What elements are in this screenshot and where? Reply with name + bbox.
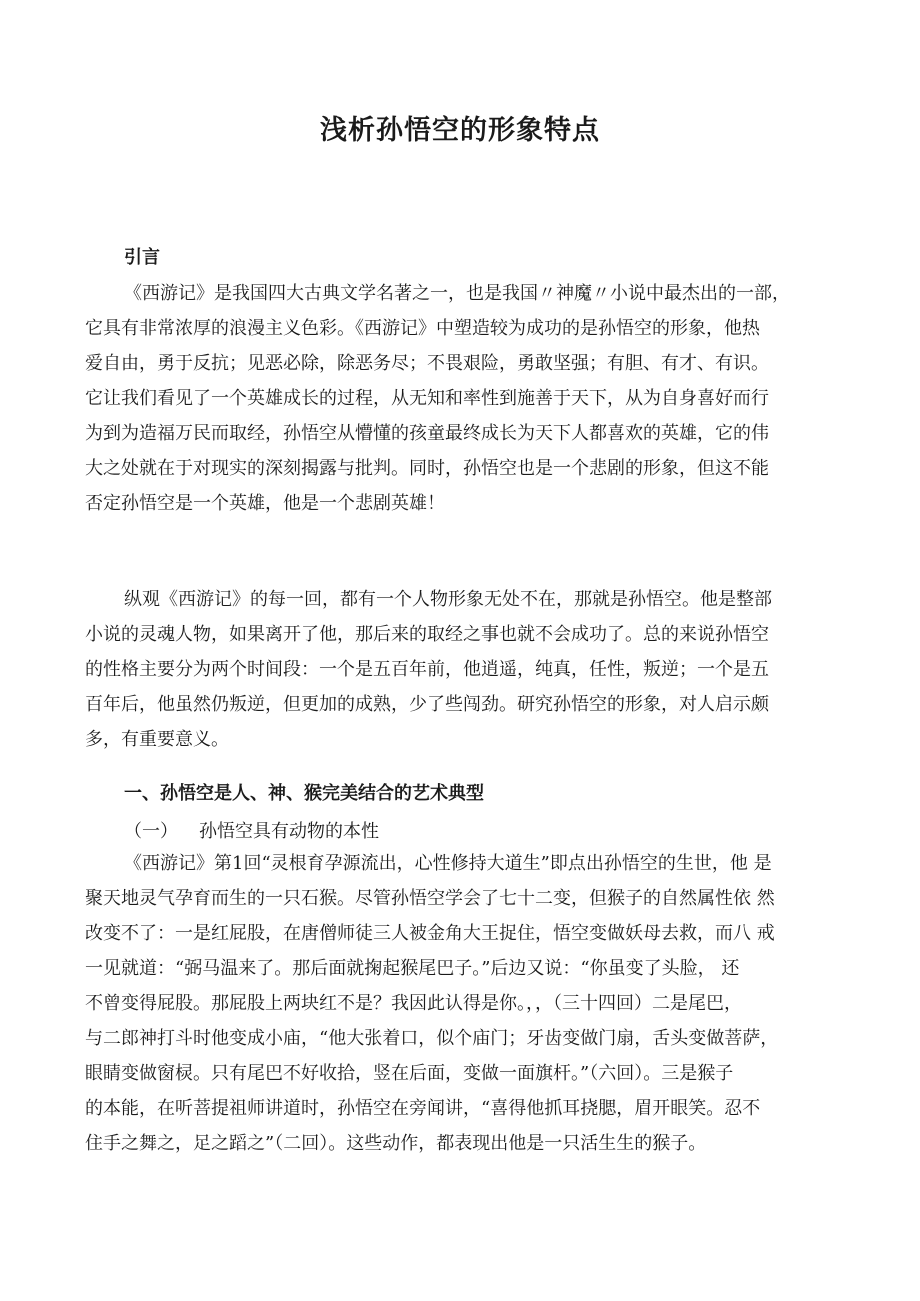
overview-line: 的性格主要分为两个时间段：一个是五百年前，他逍遥，纯真，任性，叛逆；一个是五	[85, 659, 769, 680]
overview-line: 纵观《西游记》的每一回，都有一个人物形象无处不在，那就是孙悟空。他是整部	[124, 589, 772, 610]
section-line: 的本能，在听菩提祖师讲道时，孙悟空在旁闻讲，“喜得他抓耳挠腮，眉开眼笑。忍不	[85, 1098, 761, 1119]
subsection-number: （一）	[124, 821, 178, 842]
subsection-title: 孙悟空具有动物的本性	[199, 821, 379, 842]
section-line: 眼睛变做窗棂。只有尾巴不好收拾，竖在后面，变做一面旗杆。”（六回）。三是猴子	[85, 1063, 734, 1084]
intro-line: 为到为造福万民而取经，孙悟空从懵懂的孩童最终成长为天下人都喜欢的英雄，它的伟	[85, 423, 769, 444]
section-line: 住手之舞之，足之蹈之”（二回）。这些动作，都表现出他是一只活生生的猴子。	[85, 1133, 707, 1154]
section-line: 改变不了：一是红屁股，在唐僧师徒三人被金角大王捉住，悟空变做妖母去救，而八 戒	[85, 923, 775, 944]
subsection-heading	[124, 817, 379, 843]
intro-line: 它具有非常浓厚的浪漫主义色彩。《西游记》中塑造较为成功的是孙悟空的形象，他热	[85, 318, 760, 339]
section-line: 聚天地灵气孕育而生的一只石猴。尽管孙悟空学会了七十二变，但猴子的自然属性依 然	[85, 888, 775, 909]
overview-line: 多，有重要意义。	[85, 729, 229, 750]
overview-paragraph	[85, 582, 835, 757]
intro-line: 它让我们看见了一个英雄成长的过程，从无知和率性到施善于天下，从为自身喜好而行	[85, 388, 769, 409]
intro-heading: 引言	[124, 247, 160, 268]
section-heading: 一、孙悟空是人、神、猴完美结合的艺术典型	[124, 783, 484, 804]
section-line: 一见就道：“弼马温来了。那后面就掬起猴尾巴子。”后边又说：“你虽变了头脸， 还	[85, 958, 740, 979]
intro-line: 否定孙悟空是一个英雄，他是一个悲剧英雄！	[85, 493, 445, 514]
document-title: 浅析孙悟空的形象特点	[320, 115, 600, 146]
overview-line: 小说的灵魂人物，如果离开了他，那后来的取经之事也就不会成功了。总的来说孙悟空	[85, 624, 769, 645]
intro-line: 爱自由，勇于反抗；见恶必除，除恶务尽；不畏艰险，勇敢坚强；有胆、有才、有识。	[85, 353, 769, 374]
section-line: 与二郎神打斗时他变成小庙，“他大张着口，似个庙门；牙齿变做门扇，舌头变做菩萨，	[85, 1028, 779, 1049]
section-line: 《西游记》第1回“灵根育孕源流出，心性修持大道生”即点出孙悟空的生世，他 是	[124, 853, 772, 874]
intro-line: 大之处就在于对现实的深刻揭露与批判。同时，孙悟空也是一个悲剧的形象，但这不能	[85, 458, 769, 479]
intro-line: 《西游记》是我国四大古典文学名著之一，也是我国〃神魔〃小说中最杰出的一部，	[124, 283, 790, 304]
overview-line: 百年后，他虽然仍叛逆，但更加的成熟，少了些闯劲。研究孙悟空的形象，对人启示颇	[85, 694, 769, 715]
section-paragraph	[85, 846, 835, 1161]
section-line: 不曾变得屁股。那屁股上两块红不是？我因此认得是你。，，（三十四回）二是尾巴，	[85, 993, 742, 1014]
intro-paragraph	[85, 276, 835, 521]
